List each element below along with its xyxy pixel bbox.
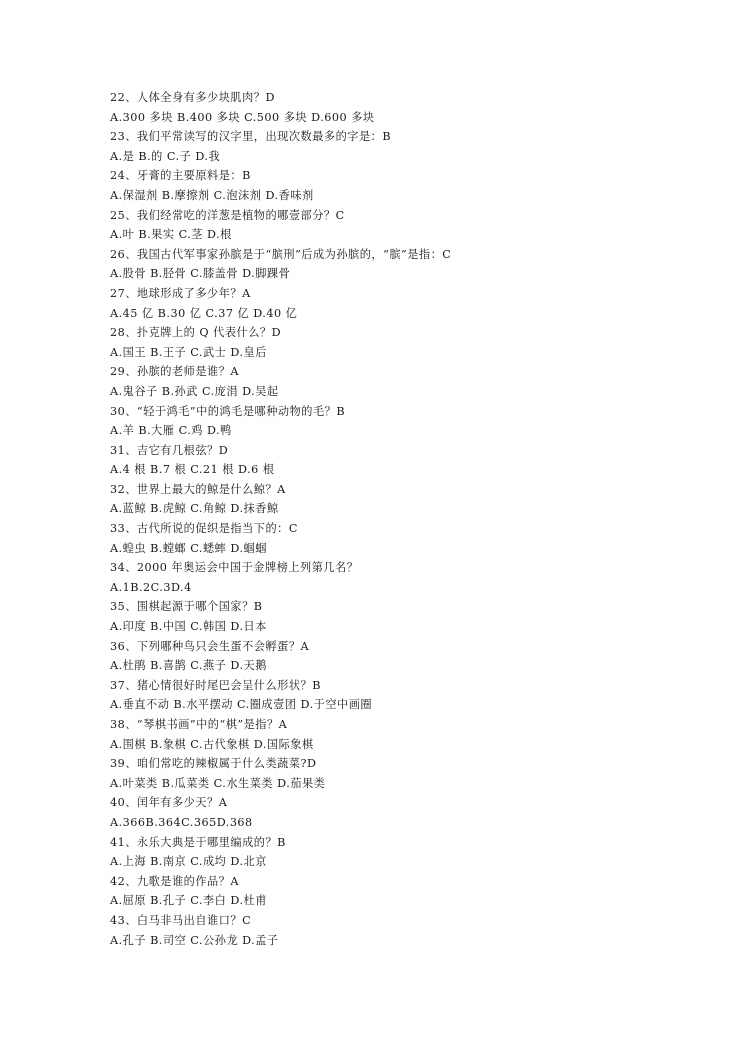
answer-options-line: A.1B.2C.3D.4 <box>110 580 192 594</box>
answer-options-line: A.蓝鲸 B.虎鲸 C.角鲸 D.抹香鲸 <box>110 502 279 516</box>
question-line: 31、吉它有几根弦？D <box>110 443 229 457</box>
document-body <box>110 88 710 950</box>
question-line: 38、“琴棋书画”中的“棋”是指？A <box>110 718 288 731</box>
question-line: 40、闰年有多少天？A <box>110 796 228 810</box>
question-line: 43、白马非马出自谁口？C <box>110 913 252 927</box>
answer-options-line: A.印度 B.中国 C.韩国 D.日本 <box>110 620 267 634</box>
answer-options-line: A.叶菜类 B.瓜菜类 C.水生菜类 D.茄果类 <box>110 776 326 790</box>
answer-options-line: A.上海 B.南京 C.成均 D.北京 <box>110 855 267 869</box>
answer-options-line: A.366B.364C.365D.368 <box>110 815 253 829</box>
answer-options-line: A.是 B.的 C.子 D.我 <box>110 149 221 163</box>
answer-options-line: A.杜鹃 B.喜鹊 C.燕子 D.天鹅 <box>110 659 267 673</box>
question-line: 27、地球形成了多少年？A <box>110 286 251 300</box>
question-line: 28、扑克牌上的 Q 代表什么？D <box>110 326 282 340</box>
question-line: 37、猪心情很好时尾巴会呈什么形状？B <box>110 678 321 692</box>
question-line: 22、人体全身有多少块肌肉？D <box>110 91 275 104</box>
answer-options-line: A.保湿剂 B.摩擦剂 C.泡沫剂 D.香味剂 <box>110 188 314 202</box>
question-line: 25、我们经常吃的洋葱是植物的哪壹部分？C <box>110 208 345 222</box>
answer-options-line: A.叶 B.果实 C.茎 D.根 <box>110 228 232 242</box>
answer-options-line: A.鬼谷子 B.孙武 C.庞涓 D.吴起 <box>110 384 279 398</box>
question-line: 36、下列哪种鸟只会生蛋不会孵蛋？A <box>110 639 310 653</box>
answer-options-line: A.围棋 B.象棋 C.古代象棋 D.国际象棋 <box>110 737 314 751</box>
answer-options-line: A.垂直不动 B.水平摆动 C.圈成壹团 D.于空中画圈 <box>110 698 373 712</box>
question-line: 23、我们平常读写的汉字里，出现次数最多的字是：B <box>110 130 392 144</box>
question-line: 26、我国古代军事家孙膑是于“膑刑”后成为孙膑的，“膑”是指：C <box>110 247 452 261</box>
question-line: 24、牙膏的主要原料是：B <box>110 169 251 183</box>
answer-options-line: A.股骨 B.胫骨 C.膝盖骨 D.脚踝骨 <box>110 267 291 281</box>
answer-options-line: A.300 多块 B.400 多块 C.500 多块 D.600 多块 <box>110 110 375 124</box>
question-line: 29、孙膑的老师是谁？A <box>110 365 240 379</box>
answer-options-line: A.4 根 B.7 根 C.21 根 D.6 根 <box>110 463 275 477</box>
question-line: 35、围棋起源于哪个国家？B <box>110 600 263 614</box>
answer-options-line: A.45 亿 B.30 亿 C.37 亿 D.40 亿 <box>110 306 298 320</box>
question-line: 33、古代所说的促织是指当下的：C <box>110 522 298 536</box>
question-line: 41、永乐大典是于哪里编成的？B <box>110 835 286 849</box>
question-line: 42、九歌是谁的作品？A <box>110 874 240 888</box>
question-line: 39、咱们常吃的辣椒属于什么类蔬菜?D <box>110 757 317 771</box>
answer-options-line: A.羊 B.大雁 C.鸡 D.鸭 <box>110 424 232 438</box>
question-line: 30、“轻于鸿毛”中的鸿毛是哪种动物的毛？B <box>110 404 346 418</box>
answer-options-line: A.孔子 B.司空 C.公孙龙 D.孟子 <box>110 933 279 947</box>
question-line: 32、世界上最大的鲸是什么鲸？A <box>110 482 286 496</box>
answer-options-line: A.蝗虫 B.螳螂 C.蟋蟀 D.蝈蝈 <box>110 541 267 555</box>
question-line: 34、2000 年奥运会中国于金牌榜上列第几名？ <box>110 561 359 575</box>
answer-options-line: A.国王 B.王子 C.武士 D.皇后 <box>110 345 267 359</box>
answer-options-line: A.屈原 B.孔子 C.李白 D.杜甫 <box>110 894 267 908</box>
